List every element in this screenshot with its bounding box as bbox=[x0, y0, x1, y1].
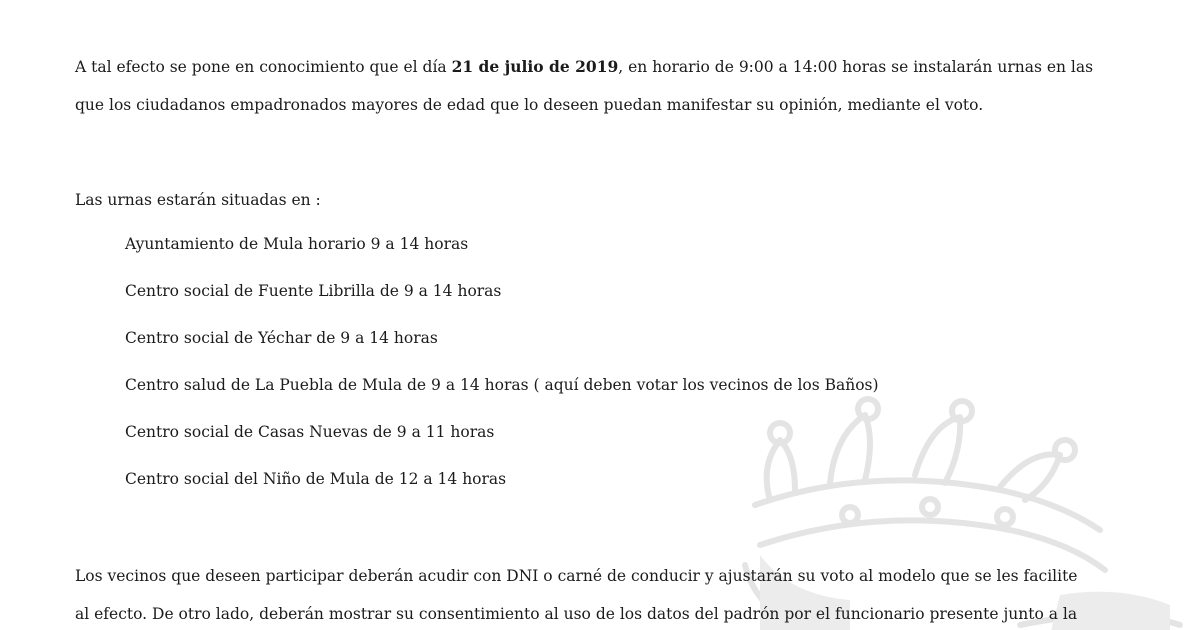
list-item: Centro salud de La Puebla de Mula de 9 a 14 horas ( aquí deben votar los vecinos de los Baños) bbox=[125, 376, 879, 394]
paragraph-1-text-before-date: A tal efecto se pone en conocimiento que el día bbox=[75, 58, 452, 76]
locations-intro: Las urnas estarán situadas en : bbox=[75, 191, 321, 209]
paragraph-1-line-2: que los ciudadanos empadronados mayores de edad que lo deseen puedan manifestar su opinión, mediante el voto. bbox=[75, 96, 984, 114]
paragraph-2 bbox=[75, 566, 1078, 623]
paragraph-1-text-after-date: , en horario de 9:00 a 14:00 horas se instalarán urnas en las bbox=[618, 58, 1094, 76]
list-item: Centro social de Yéchar de 9 a 14 horas bbox=[125, 329, 438, 347]
list-item: Centro social del Niño de Mula de 12 a 14 horas bbox=[125, 470, 507, 488]
paragraph-1-line-1 bbox=[75, 57, 1093, 77]
list-item: Centro social de Fuente Librilla de 9 a 14 horas bbox=[125, 282, 502, 300]
list-item: Centro social de Casas Nuevas de 9 a 11 horas bbox=[125, 423, 495, 441]
event-date: 21 de julio de 2019 bbox=[451, 57, 619, 76]
paragraph-2-line-1: Los vecinos que deseen participar deberán acudir con DNI o carné de conducir y ajustarán su voto al modelo que se les facilite bbox=[75, 567, 1078, 585]
paragraph-1 bbox=[75, 57, 1094, 114]
locations-list bbox=[125, 234, 879, 516]
list-item: Ayuntamiento de Mula horario 9 a 14 horas bbox=[125, 235, 469, 253]
paragraph-2-line-2: al efecto. De otro lado, deberán mostrar su consentimiento al uso de los datos del padrón por el funcionario presente junto a la bbox=[75, 605, 1078, 623]
